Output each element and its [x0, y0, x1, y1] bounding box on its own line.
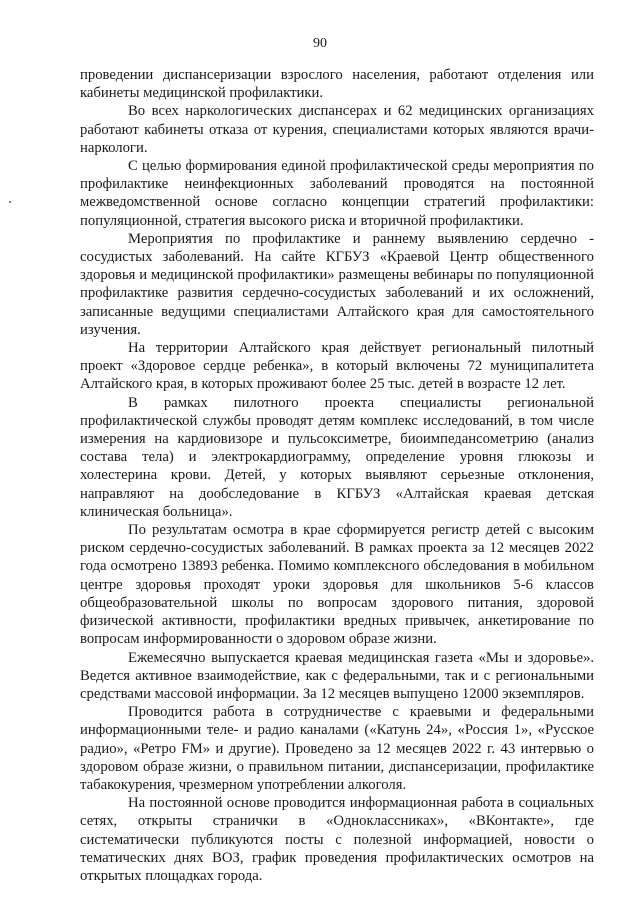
document-body — [80, 66, 594, 885]
page-number: 90 — [313, 36, 327, 51]
paragraph-10: На постоянной основе проводится информационная работа в социальных сетях, открыты странички в «Одноклассниках», «ВКонтакте», где систематически публикуются посты с полезной информацией, новости о тематических днях ВОЗ, график проведения профилактических осмотров на открытых площадках города. — [80, 795, 594, 884]
paragraph-1-continuation: проведении диспансеризации взрослого населения, работают отделения или кабинеты медицинской профилактики. — [80, 67, 594, 102]
paragraph-7: По результатам осмотра в крае сформируется регистр детей с высоким риском сердечно-сосудистых заболеваний. В рамках проекта за 12 месяцев 2022 года осмотрено 13893 ребенка. Помимо комплексного обследования в мобильном центре здоровья проходят уроки здоровья для школьников 5-6 классов общеобразовательной школы по вопросам здорового питания, здоровой физической активности, профилактики вредных привычек, анкетирование по вопросам информированности о здоровом образе жизни. — [80, 522, 594, 648]
paragraph-6: В рамках пилотного проекта специалисты региональной профилактической службы проводят детям комплекс исследований, в том числе измерения на кардиовизоре и пульсоксиметре, биоимпедансометрию (анализ состава тела) и электрокардиограмму, определение уровня глюкозы и холестерина крови. Детей, у которых выявляют серьезные отклонения, направляют на дообследование в КГБУЗ «Алтайская краевая детская клиническая больница». — [80, 394, 594, 520]
scan-speck — [9, 201, 11, 203]
paragraph-9: Проводится работа в сотрудничестве с краевыми и федеральными информационными теле- и радио каналами («Катунь 24», «Россия 1», «Русское радио», «Ретро FM» и другие). Проведено за 12 месяцев 2022 г. 43 интервью о здоровом образе жизни, о правильном питании, диспансеризации, профилактике табакокурения, чрезмерном употреблении алкоголя. — [80, 704, 594, 793]
paragraph-4: Мероприятия по профилактике и раннему выявлению сердечно - сосудистых заболеваний. На сайте КГБУЗ «Краевой Центр общественного здоровья и медицинской профилактики» размещены вебинары по популяционной профилактике развития сердечно-сосудистых заболеваний и их осложнений, записанные ведущими специалистами Алтайского края для самостоятельного изучения. — [80, 230, 594, 338]
paragraph-8: Ежемесячно выпускается краевая медицинская газета «Мы и здоровье». Ведется активное взаимодействие, как с федеральными, так и с региональными средствами массовой информации. За 12 месяцев выпущено 12000 экземпляров. — [80, 649, 594, 702]
paragraph-3: С целью формирования единой профилактической среды мероприятия по профилактике неинфекционных заболеваний проводятся на постоянной межведомственной основе согласно концепции стратегий профилактики: популяционной, стратегия высокого риска и вторичной профилактики. — [80, 158, 594, 229]
paragraph-5: На территории Алтайского края действует региональный пилотный проект «Здоровое сердце ребенка», в который включены 72 муниципалитета Алтайского края, в которых проживают более 25 тыс. детей в возрасте 12 лет. — [80, 340, 594, 393]
paragraph-2: Во всех наркологических диспансерах и 62 медицинских организациях работают кабинеты отказа от курения, специалистами которых являются врачи-наркологи. — [80, 103, 594, 156]
